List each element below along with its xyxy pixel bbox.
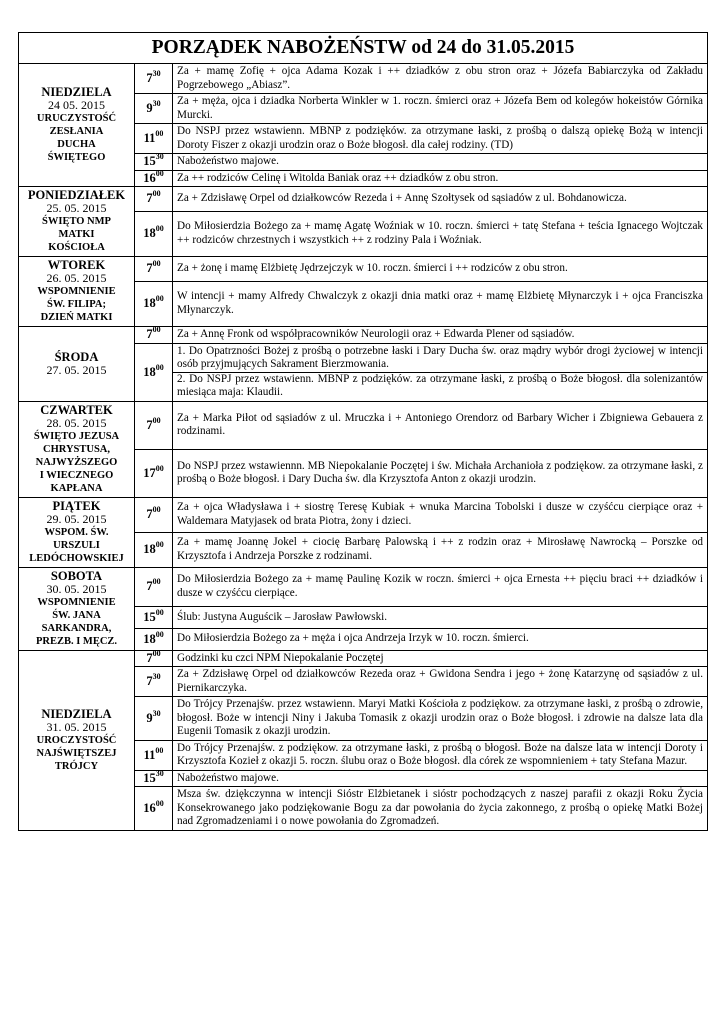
- time-minutes: 00: [152, 259, 161, 269]
- mass-intention: [173, 697, 708, 741]
- intention-text: Do Trójcy Przenajśw. z podziękow. za otrzymane łaski, z prośbą o błogosł. Boże na dalsze lata w intencji Doroty i Krzysztofa Kozieł z okazji 5. roczn. ślubu oraz o Boże błogosł. dla córek ze wspomnieniem + taty Stefana Mazur.: [177, 741, 704, 767]
- mass-intention: [173, 607, 708, 629]
- time-minutes: 00: [155, 362, 164, 372]
- mass-time: [135, 154, 173, 171]
- feast-line: NAJWYŻSZEGO: [35, 456, 118, 468]
- feast-line: ŚW. JANA: [52, 609, 101, 621]
- time-hour: 7: [146, 327, 153, 342]
- mass-time: [135, 667, 173, 697]
- mass-time: [135, 187, 173, 212]
- day-date: 29. 05. 2015: [46, 511, 107, 526]
- mass-row: [19, 327, 708, 344]
- mass-time: [135, 94, 173, 124]
- intention-text: Godzinki ku czci NPM Niepokalanie Poczętej: [177, 651, 384, 664]
- intention-text: Za + Annę Fronk od współpracowników Neurologii oraz + Edwarda Plener od sąsiadów.: [177, 328, 575, 340]
- schedule-table: [18, 32, 708, 831]
- intention-text: Msza św. dziękczynna w intencji Sióstr Elżbietanek i sióstr pochodzących z naszej parafii z okazji Roku Życia Konsekrowanego jako podziękowanie Bogu za dar powołania do życia zakonnego, z prośbą o opiekę Matki Bożej nad Zgromadzeniami i o nowe powołania do Zgromadzeń.: [177, 788, 704, 827]
- mass-time: [135, 567, 173, 607]
- day-name: ŚRODA: [54, 349, 99, 364]
- time-hour: 11: [143, 747, 156, 762]
- mass-intention: [173, 154, 708, 171]
- mass-intention: [173, 170, 708, 187]
- mass-intention: [173, 650, 708, 667]
- intention-text: Za + żonę i mamę Elżbietę Jędrzejczyk w 10. roczn. śmierci i ++ rodziców z obu stron.: [177, 262, 568, 275]
- feast-line: I WIECZNEGO: [39, 469, 114, 481]
- intention-text: Za + męża, ojca i dziadka Norberta Winkler w 1. roczn. śmierci oraz + Józefa Bem od kolegów hokeistów Górnika Murcki.: [177, 95, 704, 121]
- time-hour: 7: [146, 191, 153, 206]
- day-cell: [19, 187, 135, 257]
- time-minutes: 00: [152, 648, 161, 658]
- time-minutes: 00: [155, 168, 164, 178]
- mass-intention: [173, 257, 708, 282]
- feast-line: DZIEŃ MATKI: [40, 312, 113, 323]
- mass-intention: [173, 94, 708, 124]
- time-hour: 7: [146, 650, 153, 665]
- time-hour: 18: [143, 226, 156, 241]
- feast-line: KOŚCIOŁA: [48, 242, 105, 253]
- feast-line: DUCHA: [57, 139, 96, 150]
- feast-line: URUCZYSTOŚĆ: [36, 113, 117, 124]
- day-cell: [19, 257, 135, 327]
- time-hour: 7: [146, 579, 153, 594]
- day-name: NIEDZIELA: [41, 706, 112, 721]
- feast-line: URSZULI: [53, 539, 100, 551]
- time-hour: 7: [146, 417, 153, 432]
- mass-intention: [173, 327, 708, 344]
- mass-intention: [173, 787, 708, 831]
- mass-time: [135, 650, 173, 667]
- page-title: PORZĄDEK NABOŻEŃSTW od 24 do 31.05.2015: [19, 33, 708, 64]
- time-minutes: 00: [155, 607, 164, 617]
- day-name: CZWARTEK: [40, 402, 113, 417]
- time-hour: 11: [143, 131, 156, 145]
- day-name: WTOREK: [47, 258, 106, 272]
- day-date: 24 05. 2015: [48, 98, 105, 112]
- mass-intention: [173, 532, 708, 567]
- time-minutes: 30: [152, 99, 161, 108]
- mass-row: [19, 187, 708, 212]
- feast-line: UROCZYSTOŚĆ: [36, 734, 117, 746]
- mass-intention: [173, 740, 708, 770]
- day-cell: [19, 650, 135, 830]
- day-date: 31. 05. 2015: [46, 719, 107, 734]
- mass-time: [135, 170, 173, 187]
- mass-intention: [173, 667, 708, 697]
- feast-line: WSPOMNIENIE: [37, 286, 116, 297]
- time-minutes: 00: [152, 577, 161, 587]
- time-minutes: 00: [152, 189, 161, 199]
- feast-line: ŚWIĘTEGO: [47, 152, 106, 163]
- mass-row: [19, 64, 708, 94]
- mass-row: [19, 567, 708, 607]
- time-hour: 15: [143, 609, 156, 624]
- intention-text: Do NSPJ przez wstawiennn. MB Niepokalanie Poczętej i św. Michała Archanioła z podziękow. za otrzymane łaski, z prośbą o Boże błogosł. i Dary Ducha św. dla Krzysztofa Anton z okazji urodzin.: [177, 459, 704, 485]
- mass-intention: [173, 401, 708, 449]
- mass-time: [135, 532, 173, 567]
- time-minutes: 00: [155, 540, 164, 549]
- feast-line: PREZB. I MĘCZ.: [35, 635, 118, 647]
- intention-text: Za + mamę Joannę Jokel + ciocię Barbarę Palowską i ++ z rodzin oraz + Mirosławę Nawrocką – Porszke od Krzysztofa i Andrzeja Porszke z rodzinami.: [177, 536, 704, 562]
- time-minutes: 30: [155, 768, 164, 778]
- feast-line: KAPŁANA: [50, 482, 103, 494]
- time-minutes: 00: [155, 294, 164, 304]
- mass-time: [135, 401, 173, 449]
- intention-text: Za + ojca Władysława i + siostrę Teresę Kubiak + wnuka Marcina Tobolski i dusze w czyśćcu cierpiące oraz + Waldemara Matyjasek od brata Piotra, żony i dzieci.: [177, 501, 704, 527]
- mass-intention: [173, 211, 708, 256]
- intention-text: Za + Marka Piłot od sąsiadów z ul. Mruczka i + Antoniego Orendorz od Barbary Wicher i Zbigniewa Gebauera z rodzinami.: [177, 411, 704, 437]
- mass-intention: [173, 497, 708, 532]
- mass-row: [19, 497, 708, 532]
- mass-intention: [173, 770, 708, 787]
- mass-time: [135, 327, 173, 344]
- day-date: 28. 05. 2015: [46, 415, 107, 430]
- schedule-body: [19, 33, 708, 831]
- mass-row: [19, 401, 708, 449]
- time-minutes: 00: [155, 745, 164, 755]
- time-minutes: 00: [155, 129, 164, 138]
- time-hour: 15: [143, 154, 156, 169]
- mass-time: [135, 628, 173, 650]
- intention-text: 1. Do Opatrzności Bożej z prośbą o potrzebne łaski i Dary Ducha św. oraz mądry wybór drogi życiowej w intencji osób przyjmujących Sakrament Bierzmowania.: [177, 344, 704, 370]
- feast-line: MATKI: [58, 229, 95, 240]
- time-hour: 18: [143, 631, 156, 646]
- day-cell: [19, 327, 135, 402]
- time-hour: 9: [146, 710, 153, 725]
- time-minutes: 00: [155, 224, 164, 234]
- mass-intention: [173, 187, 708, 212]
- day-name: NIEDZIELA: [41, 85, 112, 99]
- time-minutes: 00: [155, 463, 164, 473]
- intention-text: Ślub: Justyna Auguścik – Jarosław Pawłowski.: [177, 610, 388, 623]
- mass-time: [135, 740, 173, 770]
- feast-line: TRÓJCY: [54, 760, 99, 772]
- time-minutes: 30: [152, 708, 161, 718]
- feast-line: SARKANDRA,: [41, 622, 112, 634]
- feast-line: WSPOMNIENIE: [37, 596, 116, 608]
- intention-text: Do NSPJ przez wstawienn. MBNP z podzięków. za otrzymane łaski, z prośbą o dalszą opiekę Bożą w intencji Doroty Fiszer z okazji urodzin oraz o Boże błogosł. dla całej rodziny. (TD): [177, 125, 704, 151]
- time-minutes: 00: [152, 325, 161, 335]
- time-hour: 7: [146, 261, 153, 276]
- feast-line: LEDÓCHOWSKIEJ: [29, 552, 124, 564]
- time-hour: 17: [143, 465, 156, 480]
- mass-time: [135, 697, 173, 741]
- mass-row: [19, 650, 708, 667]
- mass-intention: [173, 64, 708, 94]
- day-cell: [19, 497, 135, 567]
- time-minutes: 30: [152, 672, 161, 681]
- mass-intention: [173, 449, 708, 497]
- time-minutes: 30: [152, 69, 161, 78]
- time-minutes: 30: [155, 152, 164, 162]
- mass-intention: [173, 281, 708, 326]
- mass-time: [135, 770, 173, 787]
- intention-text: Za + Zdzisławę Orpel od działkowców Rezeda oraz + Gwidona Sendra i jego + żonę Katarzynę od sąsiadów z ul. Piernikarczyka.: [177, 668, 704, 694]
- feast-line: ŚWIĘTO JEZUSA: [33, 430, 120, 442]
- mass-time: [135, 497, 173, 532]
- day-cell: [19, 64, 135, 187]
- day-date: 27. 05. 2015: [46, 362, 107, 377]
- mass-intention: [173, 628, 708, 650]
- time-minutes: 00: [152, 505, 161, 514]
- mass-time: [135, 211, 173, 256]
- mass-time: [135, 787, 173, 831]
- mass-time: [135, 281, 173, 326]
- mass-intention: [173, 343, 708, 401]
- intention-text: Do Miłosierdzia Bożego za + męża i ojca Andrzeja Irzyk w 10. roczn. śmierci.: [177, 632, 529, 645]
- day-name: PIĄTEK: [52, 498, 101, 513]
- mass-intention: [173, 567, 708, 607]
- feast-line: ŚW. FILIPA;: [47, 299, 106, 310]
- time-hour: 16: [143, 800, 156, 815]
- time-hour: 16: [143, 170, 156, 185]
- time-hour: 7: [146, 507, 153, 521]
- mass-time: [135, 343, 173, 401]
- intention-text: Nabożeństwo majowe.: [177, 155, 279, 167]
- mass-row: [19, 257, 708, 282]
- day-date: 25. 05. 2015: [46, 201, 107, 215]
- time-hour: 7: [146, 674, 153, 688]
- time-hour: 18: [143, 364, 156, 379]
- intention-text: Nabożeństwo majowe.: [177, 771, 279, 784]
- intention-text: W intencji + mamy Alfredy Chwalczyk z okazji dnia matki oraz + mamę Elżbietę Młynarczyk i + ojca Franciszka Młynarczyk.: [177, 290, 704, 316]
- day-cell: [19, 567, 135, 650]
- intention-text: Do Miłosierdzia Bożego za + mamę Agatę Woźniak w 10. roczn. śmierci + tatę Stefana + teścia Ignacego Wojtczak ++ rodziców chrzestnych i wszystkich ++ z rodziny Pala i Woźniak.: [177, 220, 704, 246]
- day-name: PONIEDZIAŁEK: [27, 188, 126, 202]
- mass-time: [135, 257, 173, 282]
- mass-time: [135, 124, 173, 154]
- feast-line: ZESŁANIA: [49, 126, 104, 137]
- mass-time: [135, 64, 173, 94]
- feast-line: CHRYSTUSA,: [42, 443, 111, 455]
- intention-text: Do Miłosierdzia Bożego za + mamę Paulinę Kozik w roczn. śmierci + ojca Ernesta ++ pięciu braci ++ dziadków i dusze w czyśćcu cierpiące.: [177, 573, 704, 599]
- day-date: 30. 05. 2015: [46, 581, 107, 596]
- time-minutes: 00: [155, 798, 164, 808]
- feast-line: ŚWIĘTO NMP: [42, 216, 111, 227]
- title-row: [19, 33, 708, 64]
- mass-time: [135, 607, 173, 629]
- day-name: SOBOTA: [50, 568, 103, 583]
- day-cell: [19, 401, 135, 497]
- intention-text: Za + Zdzisławę Orpel od działkowców Rezeda i + Annę Szołtysek od sąsiadów z ul. Bohdanowicza.: [177, 192, 627, 205]
- time-hour: 18: [143, 296, 156, 311]
- feast-line: WSPOM. ŚW.: [44, 526, 109, 538]
- time-hour: 9: [146, 101, 153, 115]
- time-hour: 18: [143, 542, 156, 556]
- time-minutes: 00: [152, 415, 161, 425]
- time-minutes: 00: [155, 629, 164, 639]
- mass-intention: [173, 124, 708, 154]
- intention-text: Za + mamę Zofię + ojca Adama Kozak i ++ dziadków z obu stron oraz + Józefa Babiarczyka od Zakładu Pogrzebowego „Abiasz”.: [177, 65, 704, 91]
- day-date: 26. 05. 2015: [46, 271, 107, 285]
- time-hour: 7: [146, 71, 153, 85]
- intention-text: 2. Do NSPJ przez wstawienn. MBNP z podzięków. za otrzymane łaski, z prośbą o Boże błogosł. dla solenizantów miesiąca maja: Klaudii.: [173, 372, 707, 400]
- intention-text: Do Trójcy Przenajśw. przez wstawienn. Maryi Matki Kościoła z podziękow. za otrzymane łaski, z prośbą o zdrowie, błogosł. Boże w intencji Niny i Jakuba Tomasik z okazji urodzin oraz o Boże błogosł. i zdrowie na dalsze lata dla Eugenii Tomasik z okazji urodzin.: [177, 698, 704, 737]
- intention-text: Za ++ rodziców Celinę i Witolda Baniak oraz ++ dziadków z obu stron.: [177, 171, 499, 184]
- mass-time: [135, 449, 173, 497]
- feast-line: NAJŚWIĘTSZEJ: [36, 747, 117, 759]
- time-hour: 15: [143, 770, 156, 785]
